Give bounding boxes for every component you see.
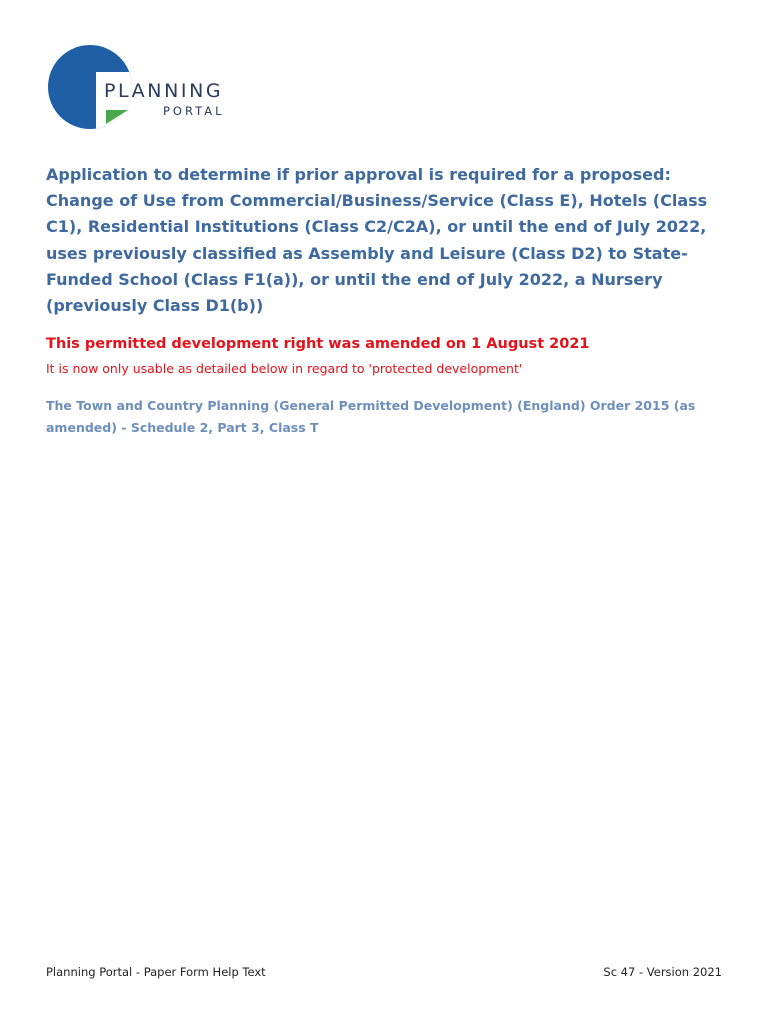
logo-word-portal: PORTAL xyxy=(163,104,225,118)
usage-note: It is now only usable as detailed below in regard to 'protected development' xyxy=(46,361,523,376)
logo-word-planning: PLANNING xyxy=(104,80,224,102)
legislation-reference: The Town and Country Planning (General Permitted Development) (England) Order 2015 (as amended) - Schedule 2, Part 3, Class T xyxy=(46,398,696,435)
footer-version: Sc 47 - Version 2021 xyxy=(603,965,722,979)
page-title: Application to determine if prior approval is required for a proposed: Change of Use from Commercial/Business/Service (Class E), Hotels (Class C1), Residential Institutions (Class C2/C2A), or until the end of July 2022, uses previously classified as Assembly and Leisure (Class D2) to State-Funded School (Class F1(a)), or until the end of July 2022, a Nursery (previously Class D1(b)) xyxy=(46,165,708,316)
footer-document-name: Planning Portal - Paper Form Help Text xyxy=(46,965,266,979)
planning-portal-logo xyxy=(48,44,248,132)
amendment-notice: This permitted development right was amended on 1 August 2021 xyxy=(46,336,590,352)
